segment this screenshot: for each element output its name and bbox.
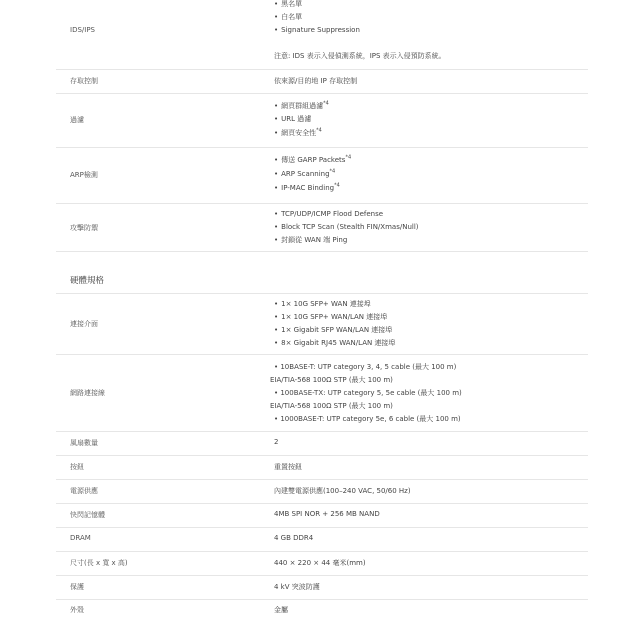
spec-row-flash [56, 503, 588, 528]
section-title: 硬體規格 [70, 276, 105, 286]
list-item: EIA/TIA-568 100Ω STP (最大 100 m) [270, 402, 393, 410]
list-item: • 黑名單 [274, 0, 303, 8]
spec-label: 攻擊防禦 [70, 224, 98, 232]
spec-row-protection [56, 575, 588, 600]
spec-value: 2 [274, 438, 279, 446]
spec-row-interfaces [56, 294, 588, 355]
spec-row-attack-defense [56, 203, 588, 252]
list-item: • 封鎖從 WAN 端 Ping [274, 236, 348, 244]
spec-row-cabling [56, 354, 588, 432]
list-item: • 網頁安全性$^{*4}$ [274, 127, 322, 137]
spec-label: 連接介面 [70, 320, 98, 328]
spec-label: DRAM [70, 534, 91, 542]
spec-value: 金屬 [274, 606, 288, 614]
spec-row-power [56, 479, 588, 504]
list-item: • 網頁群組過濾$^{*4}$ [274, 100, 329, 110]
list-item: • 100BASE-TX: UTP category 5, 5e cable (最大 100 m) [274, 389, 462, 397]
spec-label: 風扇數量 [70, 439, 98, 447]
spec-label: 外殼 [70, 606, 84, 614]
spec-value: 4 GB DDR4 [274, 534, 314, 542]
spec-value: 內建雙電源供應(100–240 VAC, 50/60 Hz) [274, 487, 411, 495]
spec-value [274, 208, 419, 247]
spec-value [274, 0, 446, 63]
list-item: • 1× 10G SFP+ WAN/LAN 連接埠 [274, 313, 388, 321]
spec-value [274, 153, 351, 195]
list-item: • 白名單 [274, 13, 303, 21]
list-item: • TCP/UDP/ICMP Flood Defense [274, 210, 384, 218]
list-item: • Signature Suppression [274, 26, 360, 34]
spec-row-filtering [56, 93, 588, 148]
spec-label: 電源供應 [70, 487, 98, 495]
spec-row-buttons [56, 455, 588, 480]
list-item: • ARP Scanning$^{*4}$ [274, 168, 336, 178]
spec-value: 4 kV 突波防護 [274, 583, 320, 591]
spec-value [270, 361, 462, 426]
spec-value: 4MB SPI NOR + 256 MB NAND [274, 510, 380, 518]
spec-label: 按鈕 [70, 463, 84, 471]
spec-label: 保護 [70, 583, 84, 591]
spec-value: 依來源/目的地 IP 存取控制 [274, 77, 358, 85]
list-item: • 10BASE-T: UTP category 3, 4, 5 cable (最大 100 m) [274, 363, 457, 371]
note-text: 注意: IDS 表示入侵偵測系統，IPS 表示入侵預防系統。 [274, 52, 446, 60]
list-item: • 傳送 GARP Packets$^{*4}$ [274, 154, 352, 164]
list-item: • Block TCP Scan (Stealth FIN/Xmas/Null) [274, 223, 419, 231]
spec-row-arp [56, 147, 588, 204]
spec-label: 快閃記憶體 [70, 511, 105, 519]
spec-value [274, 298, 395, 350]
spec-row-access-control [56, 69, 588, 94]
spec-label: ARP檢測 [70, 171, 98, 179]
spec-value [274, 99, 329, 140]
list-item: EIA/TIA-568 100Ω STP (最大 100 m) [270, 376, 393, 384]
spec-value: 440 × 220 × 44 毫米(mm) [274, 559, 366, 567]
spec-label: 網路連接線 [70, 389, 105, 397]
spec-label: 尺寸(長 x 寬 x 高) [70, 559, 128, 567]
spec-row-fans [56, 431, 588, 456]
spec-row-dram [56, 527, 588, 552]
spec-label: 存取控制 [70, 77, 98, 85]
spec-row-dimensions [56, 551, 588, 576]
list-item: • URL 過濾 [274, 115, 312, 123]
spec-label: IDS/IPS [70, 26, 95, 34]
list-item: • 1× Gigabit SFP WAN/LAN 連接埠 [274, 326, 393, 334]
spec-row-casing [56, 599, 588, 619]
spec-row-idsips [56, 0, 588, 70]
list-item: • 1× 10G SFP+ WAN 連接埠 [274, 300, 371, 308]
list-item: • 8× Gigabit RJ45 WAN/LAN 連接埠 [274, 339, 396, 347]
spec-label: 過濾 [70, 116, 84, 124]
spec-value: 重置按鈕 [274, 463, 302, 471]
list-item: • IP-MAC Binding$^{*4}$ [274, 182, 340, 192]
list-item: • 1000BASE-T: UTP category 5e, 6 cable (最大 100 m) [274, 415, 461, 423]
